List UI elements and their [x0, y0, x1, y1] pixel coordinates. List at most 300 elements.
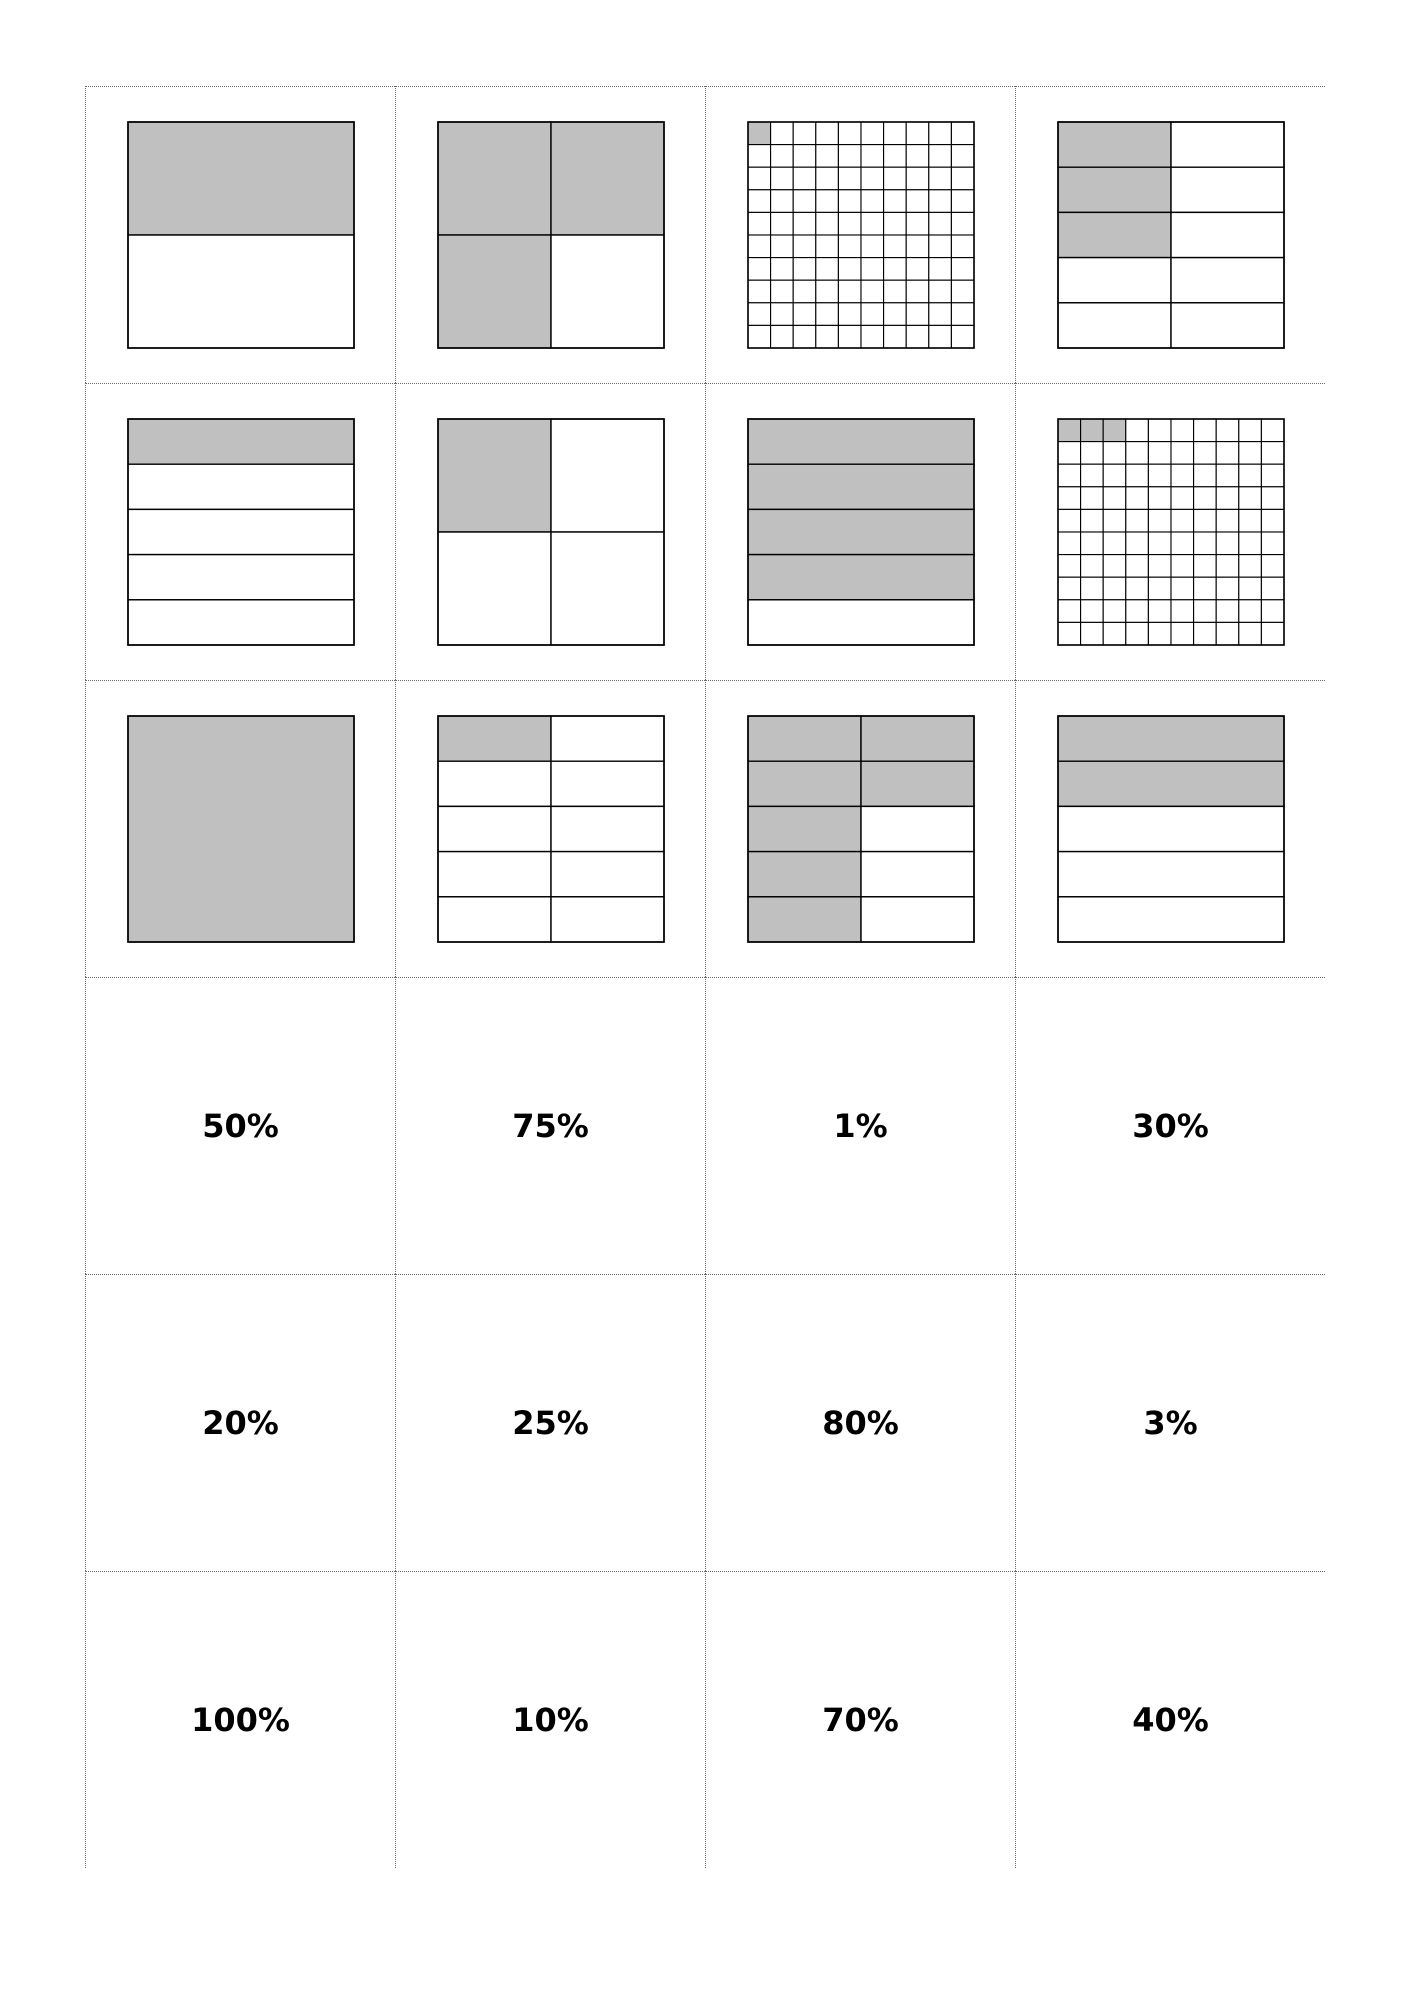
blank-cell [793, 235, 816, 258]
blank-cell [906, 145, 929, 168]
blank-cell [1148, 555, 1171, 578]
blank-cell [1193, 509, 1216, 532]
blank-cell [883, 167, 906, 190]
blank-cell [1238, 622, 1261, 645]
shaded-cell [748, 716, 861, 761]
blank-cell [1193, 555, 1216, 578]
blank-cell [1193, 442, 1216, 465]
blank-cell [770, 190, 793, 213]
blank-cell [793, 258, 816, 281]
blank-cell [793, 212, 816, 235]
blank-cell [1261, 509, 1284, 532]
blank-cell [906, 212, 929, 235]
blank-cell [1125, 487, 1148, 510]
blank-cell [770, 167, 793, 190]
blank-cell [861, 122, 884, 145]
blank-cell [883, 325, 906, 348]
blank-cell [838, 190, 861, 213]
blank-cell [1148, 487, 1171, 510]
blank-cell [951, 145, 974, 168]
blank-cell [1080, 509, 1103, 532]
blank-cell [1148, 622, 1171, 645]
blank-cell [1103, 442, 1126, 465]
blank-cell [1216, 464, 1239, 487]
blank-cell [1193, 622, 1216, 645]
blank-cell [815, 122, 838, 145]
picture-card [85, 86, 395, 383]
blank-cell [861, 325, 884, 348]
blank-cell [1193, 487, 1216, 510]
shaded-square-diagram [747, 715, 975, 943]
blank-cell [128, 235, 354, 348]
blank-cell [861, 806, 974, 851]
blank-cell [815, 325, 838, 348]
blank-cell [770, 122, 793, 145]
blank-cell [1261, 555, 1284, 578]
blank-cell [1148, 532, 1171, 555]
shaded-cell [438, 716, 551, 761]
blank-cell [1261, 442, 1284, 465]
percent-card [1015, 1571, 1325, 1868]
blank-cell [838, 212, 861, 235]
blank-cell [1125, 509, 1148, 532]
card-sheet [85, 86, 1325, 1868]
percent-card [85, 1274, 395, 1571]
blank-cell [1171, 487, 1194, 510]
blank-cell [838, 145, 861, 168]
blank-cell [928, 235, 951, 258]
blank-cell [551, 897, 664, 942]
percent-card [395, 977, 705, 1274]
blank-cell [770, 325, 793, 348]
blank-cell [1238, 577, 1261, 600]
blank-cell [770, 303, 793, 326]
blank-cell [838, 167, 861, 190]
blank-cell [951, 325, 974, 348]
blank-cell [748, 212, 771, 235]
blank-cell [1171, 258, 1284, 303]
blank-cell [1238, 555, 1261, 578]
blank-cell [951, 303, 974, 326]
percent-card [85, 977, 395, 1274]
blank-cell [748, 145, 771, 168]
blank-cell [438, 852, 551, 897]
blank-cell [815, 145, 838, 168]
shaded-cell [748, 419, 974, 464]
shaded-cell [748, 852, 861, 897]
blank-cell [1080, 622, 1103, 645]
shaded-cell [1058, 419, 1081, 442]
blank-cell [1080, 532, 1103, 555]
percent-label: 3% [1143, 1404, 1198, 1442]
blank-cell [551, 532, 664, 645]
blank-cell [861, 167, 884, 190]
blank-cell [1148, 419, 1171, 442]
blank-cell [928, 145, 951, 168]
blank-cell [1238, 600, 1261, 623]
shaded-cell [861, 761, 974, 806]
blank-cell [1171, 555, 1194, 578]
blank-cell [1103, 487, 1126, 510]
blank-cell [861, 258, 884, 281]
shaded-cell [438, 235, 551, 348]
blank-cell [906, 325, 929, 348]
percent-label: 25% [512, 1404, 589, 1442]
blank-cell [838, 303, 861, 326]
blank-cell [1171, 509, 1194, 532]
picture-card [85, 383, 395, 680]
blank-cell [861, 235, 884, 258]
blank-cell [1148, 464, 1171, 487]
blank-cell [906, 280, 929, 303]
blank-cell [793, 167, 816, 190]
blank-cell [883, 280, 906, 303]
blank-cell [1193, 419, 1216, 442]
blank-cell [815, 212, 838, 235]
shaded-cell [861, 716, 974, 761]
blank-cell [1080, 464, 1103, 487]
blank-cell [951, 258, 974, 281]
blank-cell [1216, 509, 1239, 532]
blank-cell [838, 235, 861, 258]
shaded-square-diagram [1057, 121, 1285, 349]
blank-cell [1216, 487, 1239, 510]
blank-cell [951, 190, 974, 213]
blank-cell [861, 212, 884, 235]
blank-cell [883, 190, 906, 213]
blank-cell [815, 303, 838, 326]
blank-cell [928, 303, 951, 326]
picture-card [1015, 680, 1325, 977]
blank-cell [1148, 509, 1171, 532]
blank-cell [1216, 577, 1239, 600]
blank-cell [1261, 419, 1284, 442]
shaded-cell [1103, 419, 1126, 442]
blank-cell [748, 600, 974, 645]
blank-cell [793, 190, 816, 213]
blank-cell [1125, 600, 1148, 623]
percent-card [1015, 977, 1325, 1274]
blank-cell [1080, 442, 1103, 465]
blank-cell [770, 258, 793, 281]
blank-cell [1103, 464, 1126, 487]
blank-cell [438, 806, 551, 851]
blank-cell [1125, 622, 1148, 645]
blank-cell [793, 145, 816, 168]
percent-card [85, 1571, 395, 1868]
percent-card [705, 1274, 1015, 1571]
blank-cell [1058, 464, 1081, 487]
shaded-cell [748, 555, 974, 600]
blank-cell [748, 325, 771, 348]
blank-cell [883, 235, 906, 258]
blank-cell [1148, 442, 1171, 465]
blank-cell [906, 122, 929, 145]
blank-cell [951, 167, 974, 190]
shaded-cell [748, 761, 861, 806]
blank-cell [748, 190, 771, 213]
blank-cell [551, 716, 664, 761]
blank-cell [861, 303, 884, 326]
blank-cell [815, 258, 838, 281]
blank-cell [928, 280, 951, 303]
shaded-square-diagram [127, 715, 355, 943]
picture-card [395, 86, 705, 383]
blank-cell [928, 167, 951, 190]
shaded-cell [438, 419, 551, 532]
picture-card [395, 383, 705, 680]
shaded-cell [748, 806, 861, 851]
percent-label: 40% [1132, 1701, 1209, 1739]
blank-cell [1103, 622, 1126, 645]
picture-card [1015, 86, 1325, 383]
blank-cell [438, 761, 551, 806]
blank-cell [1125, 442, 1148, 465]
blank-cell [1058, 509, 1081, 532]
blank-cell [128, 464, 354, 509]
shaded-cell [748, 897, 861, 942]
shaded-square-diagram [437, 121, 665, 349]
blank-cell [815, 190, 838, 213]
shaded-cell [748, 122, 771, 145]
percent-label: 75% [512, 1107, 589, 1145]
blank-cell [1058, 897, 1284, 942]
shaded-cell [1080, 419, 1103, 442]
percent-card [705, 977, 1015, 1274]
percent-label: 100% [191, 1701, 290, 1739]
blank-cell [1080, 577, 1103, 600]
blank-cell [1216, 442, 1239, 465]
blank-cell [1080, 487, 1103, 510]
shaded-square-diagram [127, 418, 355, 646]
shaded-cell [1058, 212, 1171, 257]
blank-cell [861, 280, 884, 303]
blank-cell [1193, 464, 1216, 487]
blank-cell [1058, 532, 1081, 555]
blank-cell [1148, 600, 1171, 623]
blank-cell [1171, 622, 1194, 645]
blank-cell [1148, 577, 1171, 600]
blank-cell [1216, 555, 1239, 578]
blank-cell [1171, 303, 1284, 348]
shaded-cell [438, 122, 551, 235]
blank-cell [838, 325, 861, 348]
blank-cell [748, 167, 771, 190]
picture-card [1015, 383, 1325, 680]
blank-cell [551, 235, 664, 348]
blank-cell [1193, 577, 1216, 600]
blank-cell [1238, 442, 1261, 465]
blank-cell [883, 145, 906, 168]
shaded-cell [1058, 167, 1171, 212]
shaded-cell [1058, 716, 1284, 761]
shaded-square-diagram [1057, 418, 1285, 646]
blank-cell [928, 325, 951, 348]
blank-cell [748, 303, 771, 326]
blank-cell [1103, 577, 1126, 600]
shaded-cell [1058, 761, 1284, 806]
shaded-cell [128, 716, 354, 942]
blank-cell [438, 532, 551, 645]
blank-cell [793, 303, 816, 326]
blank-cell [551, 852, 664, 897]
blank-cell [1261, 532, 1284, 555]
blank-cell [1238, 532, 1261, 555]
blank-cell [1058, 442, 1081, 465]
picture-card [705, 86, 1015, 383]
shaded-square-diagram [747, 418, 975, 646]
blank-cell [770, 280, 793, 303]
blank-cell [1193, 532, 1216, 555]
percent-label: 1% [833, 1107, 888, 1145]
blank-cell [906, 303, 929, 326]
blank-cell [906, 167, 929, 190]
blank-cell [1103, 600, 1126, 623]
blank-cell [793, 122, 816, 145]
shaded-square-diagram [127, 121, 355, 349]
percent-label: 80% [822, 1404, 899, 1442]
blank-cell [951, 122, 974, 145]
blank-cell [1171, 577, 1194, 600]
blank-cell [1058, 600, 1081, 623]
blank-cell [748, 280, 771, 303]
shaded-square-diagram [747, 121, 975, 349]
blank-cell [1171, 442, 1194, 465]
blank-cell [770, 145, 793, 168]
blank-cell [815, 235, 838, 258]
shaded-cell [551, 122, 664, 235]
blank-cell [1080, 555, 1103, 578]
blank-cell [861, 852, 974, 897]
blank-cell [551, 761, 664, 806]
blank-cell [1216, 600, 1239, 623]
blank-cell [951, 280, 974, 303]
blank-cell [1171, 464, 1194, 487]
blank-cell [1216, 419, 1239, 442]
blank-cell [1080, 600, 1103, 623]
shaded-cell [748, 464, 974, 509]
percent-card [705, 1571, 1015, 1868]
blank-cell [951, 212, 974, 235]
blank-cell [1125, 419, 1148, 442]
blank-cell [438, 897, 551, 942]
blank-cell [1238, 464, 1261, 487]
blank-cell [770, 212, 793, 235]
blank-cell [1171, 122, 1284, 167]
blank-cell [838, 122, 861, 145]
blank-cell [1238, 509, 1261, 532]
picture-card [705, 383, 1015, 680]
percent-card [1015, 1274, 1325, 1571]
blank-cell [1238, 419, 1261, 442]
shaded-cell [128, 122, 354, 235]
blank-cell [815, 280, 838, 303]
shaded-cell [1058, 122, 1171, 167]
blank-cell [815, 167, 838, 190]
percent-card [395, 1571, 705, 1868]
blank-cell [1058, 303, 1171, 348]
blank-cell [906, 235, 929, 258]
blank-cell [1058, 806, 1284, 851]
blank-cell [1103, 509, 1126, 532]
blank-cell [1171, 167, 1284, 212]
blank-cell [883, 258, 906, 281]
shaded-square-diagram [437, 418, 665, 646]
blank-cell [928, 212, 951, 235]
blank-cell [928, 258, 951, 281]
blank-cell [128, 600, 354, 645]
shaded-square-diagram [1057, 715, 1285, 943]
blank-cell [1171, 419, 1194, 442]
percent-label: 20% [202, 1404, 279, 1442]
blank-cell [1058, 487, 1081, 510]
blank-cell [838, 258, 861, 281]
blank-cell [861, 190, 884, 213]
percent-label: 70% [822, 1701, 899, 1739]
blank-cell [1058, 852, 1284, 897]
blank-cell [1238, 487, 1261, 510]
blank-cell [793, 325, 816, 348]
blank-cell [1058, 555, 1081, 578]
blank-cell [551, 806, 664, 851]
blank-cell [1125, 464, 1148, 487]
blank-cell [1103, 532, 1126, 555]
blank-cell [748, 235, 771, 258]
blank-cell [1171, 600, 1194, 623]
shaded-cell [748, 509, 974, 554]
blank-cell [1125, 577, 1148, 600]
blank-cell [906, 190, 929, 213]
blank-cell [1216, 532, 1239, 555]
blank-cell [1125, 555, 1148, 578]
blank-cell [838, 280, 861, 303]
blank-cell [1261, 600, 1284, 623]
percent-label: 10% [512, 1701, 589, 1739]
picture-card [705, 680, 1015, 977]
blank-cell [1058, 622, 1081, 645]
blank-cell [928, 122, 951, 145]
blank-cell [1193, 600, 1216, 623]
blank-cell [1261, 487, 1284, 510]
blank-cell [793, 280, 816, 303]
percent-label: 30% [1132, 1107, 1209, 1145]
blank-cell [883, 303, 906, 326]
blank-cell [128, 555, 354, 600]
blank-cell [906, 258, 929, 281]
blank-cell [1103, 555, 1126, 578]
blank-cell [748, 258, 771, 281]
blank-cell [861, 145, 884, 168]
blank-cell [1261, 577, 1284, 600]
blank-cell [1058, 258, 1171, 303]
blank-cell [928, 190, 951, 213]
blank-cell [1261, 464, 1284, 487]
shaded-cell [128, 419, 354, 464]
percent-label: 50% [202, 1107, 279, 1145]
blank-cell [951, 235, 974, 258]
blank-cell [1261, 622, 1284, 645]
blank-cell [861, 897, 974, 942]
picture-card [85, 680, 395, 977]
blank-cell [1216, 622, 1239, 645]
blank-cell [128, 509, 354, 554]
blank-cell [1171, 212, 1284, 257]
blank-cell [1058, 577, 1081, 600]
blank-cell [883, 212, 906, 235]
blank-cell [883, 122, 906, 145]
picture-card [395, 680, 705, 977]
blank-cell [770, 235, 793, 258]
